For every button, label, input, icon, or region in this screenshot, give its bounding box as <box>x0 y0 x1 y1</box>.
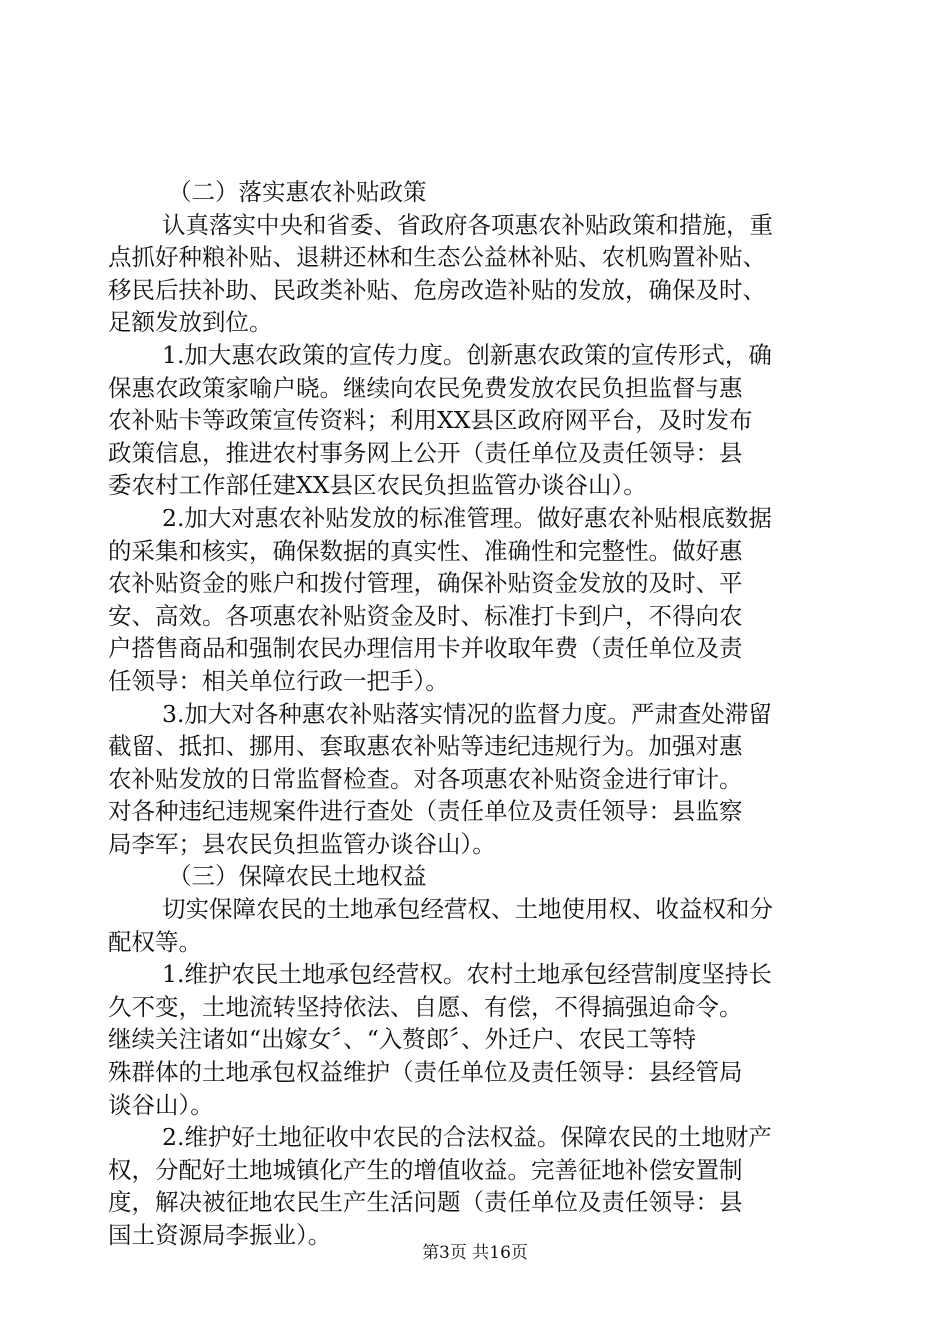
paragraph-line: 2.加大对惠农补贴发放的标准管理。做好惠农补贴根底数据 <box>162 503 772 532</box>
paragraph-line: 谈谷山）。 <box>108 1090 214 1119</box>
paragraph-line: 配权等。 <box>108 927 202 956</box>
paragraph-line: 权，分配好土地城镇化产生的增值收益。完善征地补偿安置制 <box>108 1155 743 1184</box>
paragraph-line: 对各种违纪违规案件进行查处（责任单位及责任领导：县监察 <box>108 797 743 826</box>
paragraph-line: 继续关注诸如“出嫁女〞、“入赘郎〞、外迁户、农民工等特 <box>108 1025 697 1054</box>
paragraph-line: 2.维护好土地征收中农民的合法权益。保障农民的土地财产 <box>162 1123 772 1152</box>
paragraph-line: 农补贴发放的日常监督检查。对各项惠农补贴资金进行审计。 <box>108 764 743 793</box>
paragraph-line: 认真落实中央和省委、省政府各项惠农补贴政策和措施，重 <box>162 210 773 239</box>
paragraph-line: 截留、抵扣、挪用、套取惠农补贴等违纪违规行为。加强对惠 <box>108 732 743 761</box>
paragraph-line: 农补贴卡等政策宣传资料；利用XX县区政府网平台，及时发布 <box>108 406 753 435</box>
page-number: 第3页 共16页 <box>422 1243 528 1263</box>
paragraph-line: 点抓好种粮补贴、退耕还林和生态公益林补贴、农机购置补贴、 <box>108 243 766 272</box>
paragraph-line: 1.加大惠农政策的宣传力度。创新惠农政策的宣传形式，确 <box>162 340 772 369</box>
paragraph-line: 移民后扶补助、民政类补贴、危房改造补贴的发放，确保及时、 <box>108 275 766 304</box>
paragraph-line: 久不变，土地流转坚持依法、自愿、有偿，不得搞强迫命令。 <box>108 992 743 1021</box>
page-footer <box>0 1242 950 1264</box>
paragraph-line: 户搭售商品和强制农民办理信用卡并收取年费（责任单位及责 <box>108 634 743 663</box>
paragraph-line: 足额发放到位。 <box>108 308 273 337</box>
paragraph-line: 任领导：相关单位行政一把手）。 <box>108 666 449 695</box>
paragraph-line: 3.加大对各种惠农补贴落实情况的监督力度。严肃查处滞留 <box>162 699 772 728</box>
paragraph-line: 政策信息，推进农村事务网上公开（责任单位及责任领导：县 <box>108 438 743 467</box>
document-body <box>108 176 848 1252</box>
paragraph-line: 度，解决被征地农民生产生活问题（责任单位及责任领导：县 <box>108 1188 743 1217</box>
paragraph-line: 局李军；县农民负担监管办谈谷山）。 <box>108 829 496 858</box>
paragraph-line: 的采集和核实，确保数据的真实性、准确性和完整性。做好惠 <box>108 536 743 565</box>
paragraph-line: 农补贴资金的账户和拨付管理，确保补贴资金发放的及时、平 <box>108 569 743 598</box>
section-heading-2: （二）落实惠农补贴政策 <box>168 178 427 206</box>
paragraph-line: 1.维护农民土地承包经营权。农村土地承包经营制度坚持长 <box>162 960 772 989</box>
paragraph-line: 切实保障农民的土地承包经营权、土地使用权、收益权和分 <box>162 895 773 924</box>
section-heading-3: （三）保障农民土地权益 <box>168 862 427 891</box>
paragraph-line: 委农村工作部任建XX县区农民负担监管办谈谷山）。 <box>108 471 647 500</box>
paragraph-line: 保惠农政策家喻户晓。继续向农民免费发放农民负担监督与惠 <box>108 373 743 402</box>
paragraph-line: 安、高效。各项惠农补贴资金及时、标准打卡到户，不得向农 <box>108 601 743 630</box>
paragraph-line: 国土资源局李振业）。 <box>108 1221 332 1249</box>
paragraph-line: 殊群体的土地承包权益维护（责任单位及责任领导：县经管局 <box>108 1058 743 1087</box>
